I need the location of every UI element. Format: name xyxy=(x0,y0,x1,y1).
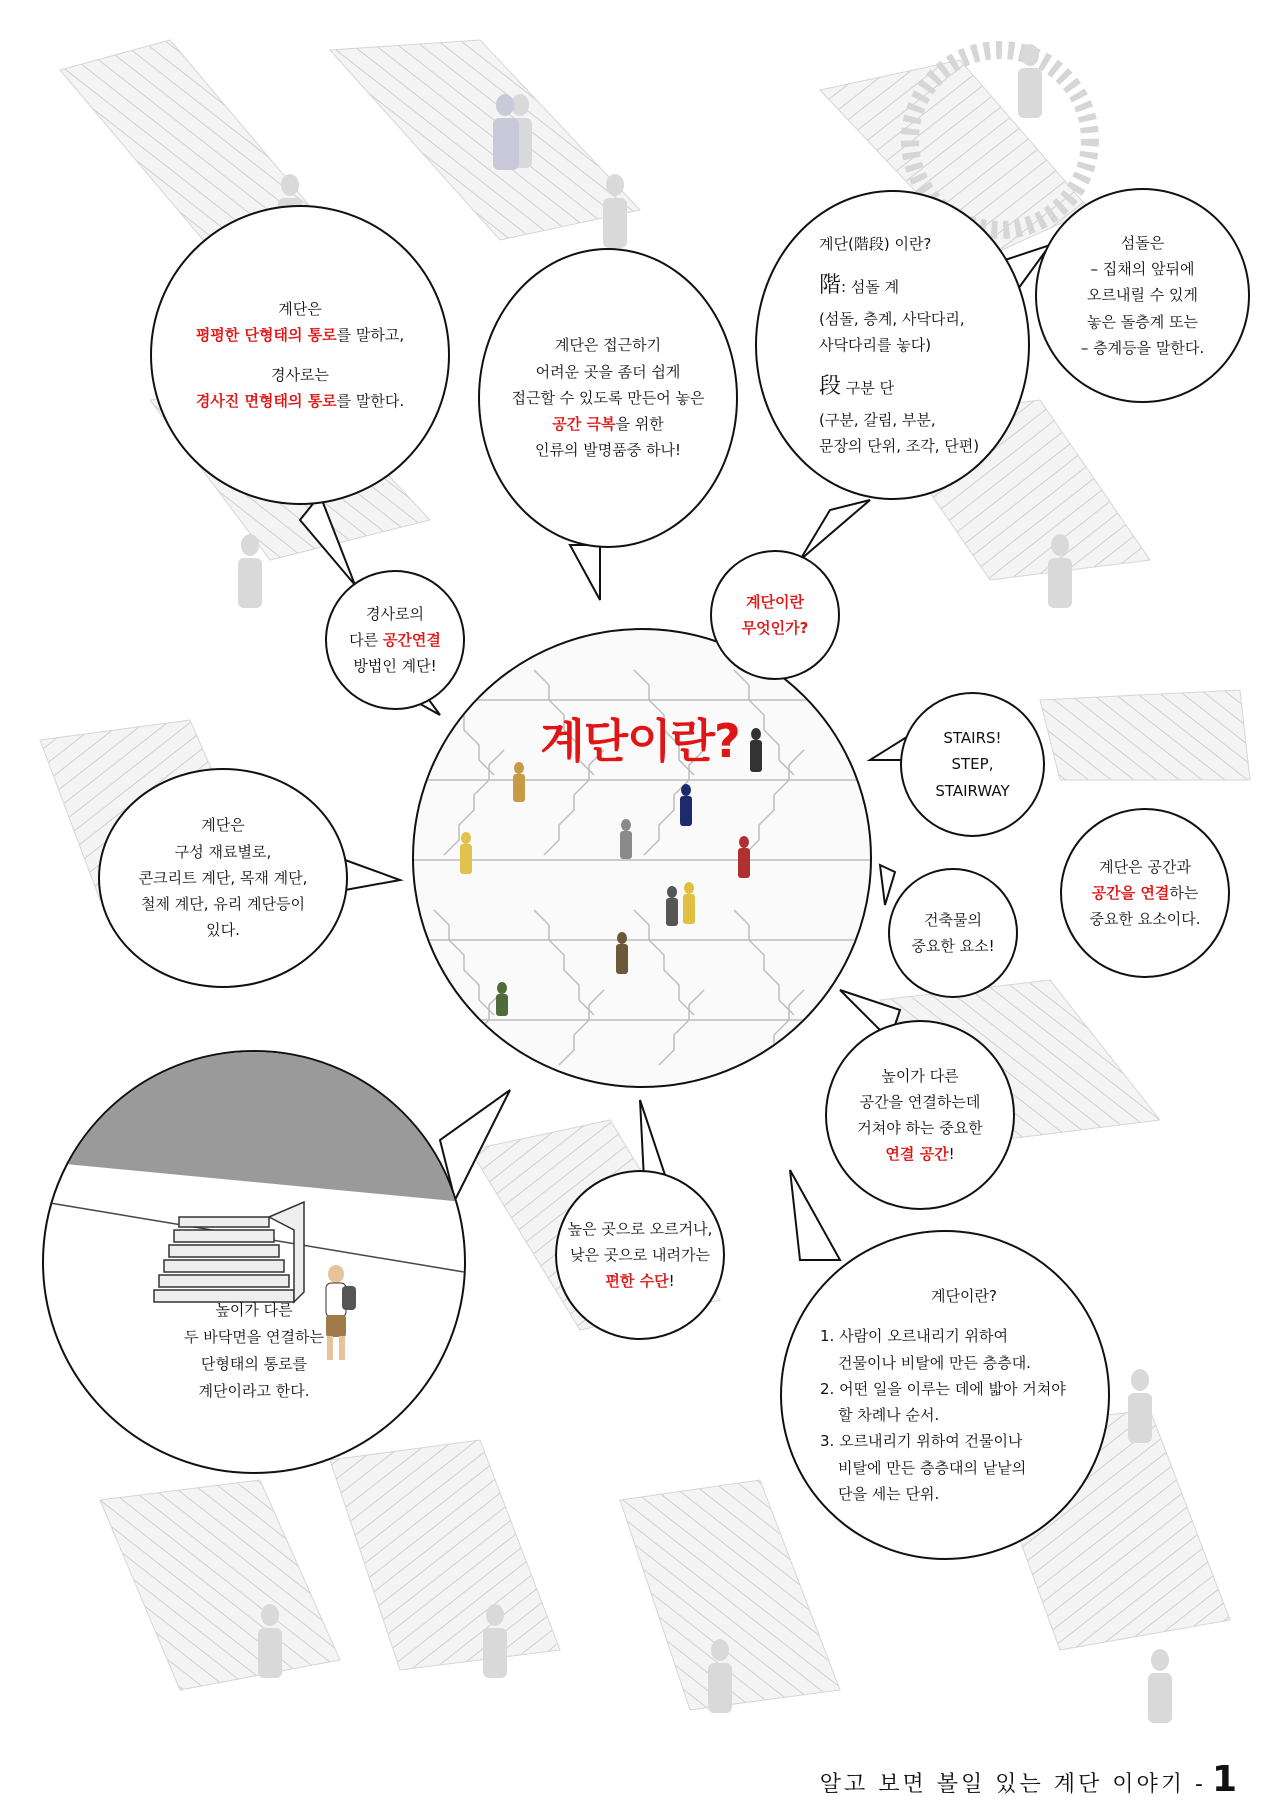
text-line: 비탈에 만든 층층대의 낱낱의 xyxy=(838,1458,1027,1477)
text-line: 접근할 수 있도록 만든어 놓은 xyxy=(511,388,705,407)
text-line: 건물이나 비탈에 만든 층층대. xyxy=(838,1353,1031,1372)
text-line: (섬돌, 층계, 사닥다리, xyxy=(819,309,965,328)
text-line: 다른 공간연결 xyxy=(349,630,441,649)
text-line: 두 바닥면을 연결하는 xyxy=(184,1328,324,1346)
center-stairs-circle xyxy=(412,628,872,1088)
stair-run xyxy=(330,40,640,240)
bubble-tail xyxy=(880,865,895,905)
bubble-means xyxy=(555,1170,725,1340)
footer-text: 알고 보면 볼일 있는 계단 이야기 - xyxy=(819,1772,1206,1797)
text-line: 계단이란? xyxy=(931,1287,997,1305)
bubble-stairs-english xyxy=(900,692,1045,837)
page-number: 1 xyxy=(1211,1759,1240,1800)
bubble-link-space xyxy=(825,1020,1015,1210)
bubble-dictionary xyxy=(780,1230,1110,1560)
bubble-tail xyxy=(345,860,400,890)
text-line: STAIRWAY xyxy=(935,781,1010,800)
text-line: 건축물의 xyxy=(924,910,982,929)
text-line: 階: 섬돌 계 xyxy=(819,273,900,299)
center-people xyxy=(460,728,762,1016)
text-line: 어려운 곳을 좀더 쉽게 xyxy=(535,362,681,381)
text-line: 놓은 돌층계 또는 xyxy=(1087,312,1198,331)
text-line: STAIRS! xyxy=(943,729,1002,748)
text-line: 방법인 계단! xyxy=(353,657,437,676)
text-line: 계단은 xyxy=(278,299,322,318)
text-line: (구분, 갈림, 부분, xyxy=(819,410,936,429)
text-line: 거쳐야 하는 중요한 xyxy=(857,1119,983,1137)
text-line: 문장의 단위, 조각, 단편) xyxy=(819,436,980,455)
text-line: 평평한 단형태의 통로를 말하고, xyxy=(195,325,405,344)
text-line: 계단(階段) 이란? xyxy=(819,234,932,253)
bubble-ramp xyxy=(325,570,465,710)
text-line: 경사로는 xyxy=(271,366,329,384)
text-line: 무엇인가? xyxy=(741,619,809,637)
text-line: 할 차례나 순서. xyxy=(838,1406,940,1424)
bubble-tail xyxy=(800,500,870,560)
text-line: 경사진 면형태의 통로를 말한다. xyxy=(195,392,405,411)
text-line: 높이가 다른 xyxy=(215,1301,293,1319)
center-stairs-pattern xyxy=(414,630,870,1086)
text-line: 구성 재료별로, xyxy=(174,842,272,861)
text-line: 높이가 다른 xyxy=(881,1066,959,1085)
text-line: 인류의 발명품중 하나! xyxy=(535,441,681,460)
bubble-materials xyxy=(98,768,348,988)
bubble-what-is xyxy=(710,550,840,680)
text-line: 공간을 연결하는데 xyxy=(859,1092,981,1111)
text-line: 경사로의 xyxy=(366,604,424,623)
text-line: 단형태의 통로를 xyxy=(200,1355,308,1373)
text-line: 계단은 xyxy=(201,816,245,835)
bubble-seomdol xyxy=(1035,188,1250,403)
text-line: 높은 곳으로 오르거나, xyxy=(567,1219,713,1238)
stair-run xyxy=(100,1480,340,1690)
text-line: 段 구분 단 xyxy=(819,374,895,400)
text-line: STEP, xyxy=(951,755,994,774)
page-footer xyxy=(820,1759,1240,1800)
bubble-hanja xyxy=(755,190,1030,500)
bubble-invention xyxy=(478,248,738,548)
stair-block xyxy=(154,1202,304,1302)
text-line: 낮은 곳으로 내려가는 xyxy=(570,1245,710,1264)
text-line: 오르내릴 수 있게 xyxy=(1087,286,1198,305)
text-line: 연결 공간! xyxy=(885,1145,955,1164)
text-line: 섬돌은 xyxy=(1120,233,1165,252)
text-line: 1. 사람이 오르내리기 위하여 xyxy=(820,1327,1009,1346)
text-line: 2. 어떤 일을 이루는 데에 밟아 거쳐야 xyxy=(820,1379,1066,1398)
text-line: 사닥다리를 놓다) xyxy=(819,335,932,354)
text-line: 계단은 접근하기 xyxy=(554,336,662,355)
text-line: 중요한 요소! xyxy=(911,937,995,955)
bubble-definition-flat xyxy=(150,205,450,505)
stair-scene xyxy=(44,1052,464,1472)
text-line: – 집채의 앞뒤에 xyxy=(1090,260,1195,279)
bubble-tail xyxy=(790,1170,840,1260)
stair-run xyxy=(330,1440,560,1670)
text-line: 철제 계단, 유리 계단등이 xyxy=(141,895,305,914)
bubble-illustration xyxy=(42,1050,466,1474)
text-line: 계단은 공간과 xyxy=(1099,857,1191,876)
bubble-element xyxy=(888,868,1018,998)
text-line: 편한 수단! xyxy=(605,1272,675,1291)
text-line: 공간 극복을 위한 xyxy=(552,415,664,434)
text-line: 3. 오르내리기 위하여 건물이나 xyxy=(820,1432,1023,1451)
text-line: 계단이라고 한다. xyxy=(198,1382,310,1400)
text-line: 공간을 연결하는 xyxy=(1091,883,1199,902)
text-line: – 층계등을 말한다. xyxy=(1080,338,1205,357)
bubble-tail xyxy=(570,545,600,600)
text-line: 중요한 요소이다. xyxy=(1089,910,1201,929)
text-line: 있다. xyxy=(206,921,240,940)
text-line: 콘크리트 계단, 목재 계단, xyxy=(138,868,308,887)
center-title: 계단이란? xyxy=(540,714,740,768)
stair-run xyxy=(1040,690,1250,780)
text-line: 계단이란 xyxy=(746,592,804,611)
text-line: 단을 세는 단위. xyxy=(838,1484,940,1503)
bubble-connect xyxy=(1060,808,1230,978)
